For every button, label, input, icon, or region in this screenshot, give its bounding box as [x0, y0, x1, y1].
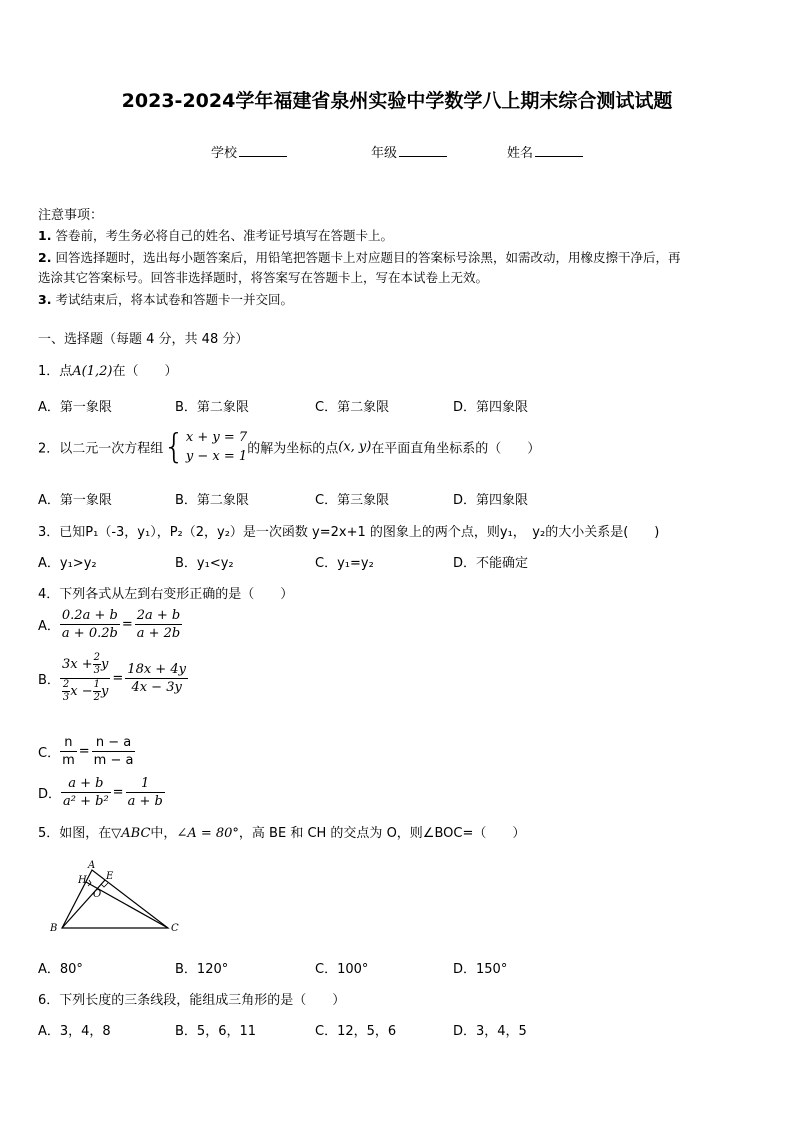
section-heading: 一、选择题（每题 4 分，共 48 分）: [38, 332, 249, 347]
q4-option-d: D． $\frac{a + b}{\text{a² + b²}}$ = $\frac{1}{a + b}$: [38, 776, 163, 809]
q3-option-a: A．y₁>y₂: [38, 556, 97, 571]
q3-option-b: B．y₁<y₂: [175, 556, 234, 571]
page-title: 2023-2024学年福建省泉州实验中学数学八上期末综合测试试题: [121, 90, 673, 112]
label-e: E: [106, 871, 114, 882]
q5-option-c: C．100°: [315, 962, 369, 977]
q3-stem: 3．已知P₁（-3，y₁），P₂（2，y₂）是一次函数 y=2x+1 的图象上的两个点，则y₁， y₂的大小关系是( ): [38, 525, 660, 540]
school-blank: [239, 144, 287, 157]
q6-stem: 6．下列长度的三条线段，能组成三角形的是（ ）: [38, 993, 346, 1008]
q6-option-c: C．12，5，6: [315, 1024, 397, 1039]
q2-option-c: C．第三象限: [315, 493, 390, 508]
note-2-cont: 选涂其它答案标号。回答非选择题时，将答案写在答题卡上，写在本试卷上无效。: [38, 270, 489, 285]
label-b: B: [50, 923, 58, 934]
triangle-figure: [48, 858, 188, 936]
name-blank: [535, 144, 583, 157]
q2-stem: 2．以二元一次方程组{ x + y = 7 y − x = 1 的解为坐标的点(x, y)在平面直角坐标系的（ ）: [38, 427, 541, 467]
label-o: O: [93, 889, 102, 900]
q4-stem: 4．下列各式从左到右变形正确的是（ ）: [38, 587, 294, 602]
note-2: 2. 回答选择题时，选出每小题答案后，用铅笔把答题卡上对应题目的答案标号涂黑，如需改动，用橡皮擦干净后，再: [38, 250, 681, 265]
q2-option-d: D．第四象限: [453, 493, 529, 508]
grade-field: 年级: [371, 142, 447, 161]
label-h: H: [78, 875, 87, 886]
q3-option-d: D．不能确定: [453, 556, 529, 571]
q1-option-d: D．第四象限: [453, 400, 529, 415]
q6-option-d: D．3，4，5: [453, 1024, 527, 1039]
grade-blank: [399, 144, 447, 157]
equation-system: x + y = 7 y − x = 1: [185, 430, 248, 464]
q1-option-a: A．第一象限: [38, 400, 112, 415]
q5-stem: 5．如图，在▽ABC中，∠A = 80°，高 BE 和 CH 的交点为 O，则∠BOC=（ ）: [38, 826, 526, 841]
q3-option-c: C．y₁=y₂: [315, 556, 374, 571]
q5-option-d: D．150°: [453, 962, 508, 977]
q1-stem: 1．点A(1,2)在（ ）: [38, 364, 178, 379]
system-brace: {: [163, 427, 185, 467]
label-a: A: [88, 860, 96, 871]
q5-option-b: B．120°: [175, 962, 229, 977]
q5-option-a: A．80°: [38, 962, 83, 977]
q2-option-b: B．第二象限: [175, 493, 249, 508]
q4-option-a: A． $\frac{0.2a + b}{a + 0.2b}$ = $\frac{2a + b}{a + 2b}$: [38, 608, 181, 641]
q2-option-a: A．第一象限: [38, 493, 112, 508]
notes-heading: 注意事项：: [38, 208, 104, 223]
note-3: 3. 考试结束后，将本试卷和答题卡一并交回。: [38, 292, 293, 307]
q6-option-a: A．3，4，8: [38, 1024, 111, 1039]
q4-option-b: B． 3x + $\frac{2}{3}$ y $\frac{2}{3}$ x − $\frac{1}{2}$ y = $\frac{18x + 4y}{4x - 3y}$: [38, 652, 186, 703]
q6-option-b: B．5，6，11: [175, 1024, 257, 1039]
q1-option-b: B．第二象限: [175, 400, 249, 415]
label-c: C: [171, 923, 179, 934]
school-field: 学校: [211, 142, 287, 161]
note-1: 1. 答卷前，考生务必将自己的姓名、准考证号填写在答题卡上。: [38, 228, 393, 243]
complex-fraction: 3x + $\frac{2}{3}$ y $\frac{2}{3}$ x − $\frac{1}{2}$ y: [60, 652, 110, 705]
q1-option-c: C．第二象限: [315, 400, 390, 415]
name-field: 姓名: [507, 142, 583, 161]
q4-option-c: C． $\frac{n}{m}$ = $\frac{n - a}{m - a}$: [38, 735, 134, 768]
